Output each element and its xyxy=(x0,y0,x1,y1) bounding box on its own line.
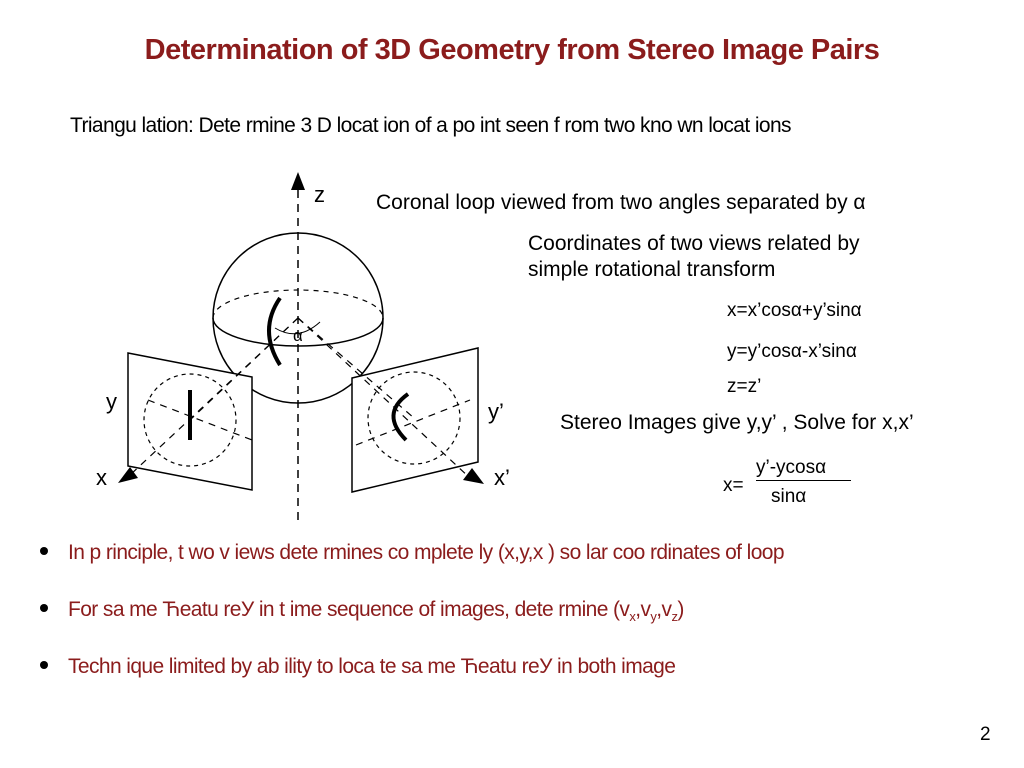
subscript-z: z xyxy=(671,609,678,625)
bullet-dot-icon xyxy=(40,604,48,612)
bullet-item xyxy=(40,655,675,679)
separator: ,v xyxy=(635,598,651,621)
subscript-y: y xyxy=(650,609,657,625)
bullet-dot-icon xyxy=(40,547,48,555)
coordinates-text-line-1: Coordinates of two views related by xyxy=(528,232,860,255)
separator: ,v xyxy=(656,598,672,621)
x-axis-label: x xyxy=(96,465,107,490)
x-prime-axis xyxy=(463,468,484,484)
coronal-loop-icon xyxy=(269,298,280,365)
y-axis-label: y xyxy=(106,389,117,414)
solution-denominator: sinα xyxy=(771,486,807,507)
stereo-geometry-diagram xyxy=(0,160,520,530)
bullet-text: For sa me Ћeatu reУ in t ime sequence of images, dete rmine (v xyxy=(68,598,630,621)
page-number: 2 xyxy=(980,724,991,745)
equation-y: y=y’cosα-x’sinα xyxy=(727,341,857,362)
bullet-text: Techn ique limited by ab ility to loca te sa me Ћeatu reУ in both image xyxy=(68,655,676,678)
fraction-bar xyxy=(756,480,851,481)
closing-paren: ) xyxy=(677,598,684,621)
subscript-x: x xyxy=(629,609,636,625)
right-image-plane xyxy=(352,348,478,492)
angle-alpha-label: α xyxy=(293,326,303,345)
coronal-loop-text: Coronal loop viewed from two angles separated by α xyxy=(376,191,866,214)
equation-x: x=x’cosα+y’sinα xyxy=(727,300,862,321)
y-prime-axis-label: y’ xyxy=(488,399,504,424)
x-axis xyxy=(118,467,138,483)
bullet-dot-icon xyxy=(40,661,48,669)
bullet-text: In p rinciple, t wo v iews dete rmines co mplete ly (x,y,x ) so lar coo rdinates of loop xyxy=(68,541,784,564)
equation-z: z=z’ xyxy=(727,376,762,397)
bullet-item xyxy=(40,541,784,565)
z-axis-label: z xyxy=(314,182,325,207)
stereo-images-text: Stereo Images give y,y’ , Solve for x,x’ xyxy=(560,411,914,434)
coordinates-text-line-2: simple rotational transform xyxy=(528,258,776,281)
left-image-plane xyxy=(128,353,252,490)
bullet-item xyxy=(40,598,684,624)
x-prime-axis-label: x’ xyxy=(494,465,510,490)
slide-subtitle: Triangu lation: Dete rmine 3 D locat ion of a po int seen f rom two kno wn locat ions xyxy=(70,114,791,137)
slide-title: Determination of 3D Geometry from Stereo Image Pairs xyxy=(144,34,880,66)
solution-numerator: y’-ycosα xyxy=(756,457,827,478)
solution-lhs: x= xyxy=(723,475,744,496)
